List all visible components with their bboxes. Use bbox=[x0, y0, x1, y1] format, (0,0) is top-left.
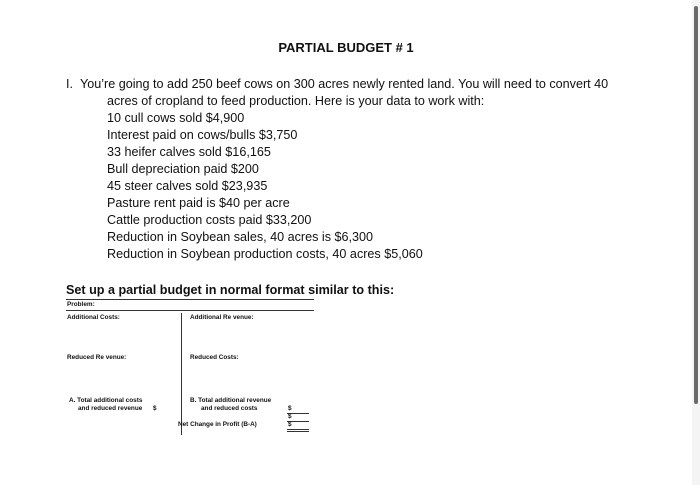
scrollbar[interactable] bbox=[692, 0, 700, 485]
data-item: Cattle production costs paid $33,200 bbox=[107, 213, 312, 227]
data-item: 10 cull cows sold $4,900 bbox=[107, 111, 245, 125]
divider bbox=[66, 299, 314, 300]
divider bbox=[66, 310, 314, 311]
total-b-line1: B. Total additional revenue bbox=[190, 397, 272, 404]
data-item: Interest paid on cows/bulls $3,750 bbox=[107, 128, 298, 142]
data-item: Pasture rent paid is $40 per acre bbox=[107, 196, 290, 210]
column-divider bbox=[181, 313, 182, 435]
data-item: 45 steer calves sold $23,935 bbox=[107, 179, 268, 193]
additional-revenue-label: Additional Re venue: bbox=[190, 314, 254, 321]
data-item: Bull depreciation paid $200 bbox=[107, 162, 259, 176]
data-item: Reduction in Soybean production costs, 40 acres $5,060 bbox=[107, 247, 423, 261]
problem-label: Problem: bbox=[67, 301, 95, 308]
additional-costs-label: Additional Costs: bbox=[67, 314, 120, 321]
total-a-line2: and reduced revenue bbox=[78, 405, 143, 412]
subtraction-dollar: $ bbox=[288, 413, 292, 420]
page-title: PARTIAL BUDGET # 1 bbox=[278, 40, 414, 55]
problem-number: I. bbox=[66, 77, 73, 91]
data-item: 33 heifer calves sold $16,165 bbox=[107, 145, 271, 159]
problem-intro-line2: acres of cropland to feed production. Here is your data to work with: bbox=[107, 94, 485, 108]
net-change-dollar: $ bbox=[288, 421, 292, 428]
partial-budget-template bbox=[66, 299, 314, 441]
instruction-heading: Set up a partial budget in normal format similar to this: bbox=[66, 283, 395, 297]
reduced-revenue-label: Reduced Re venue: bbox=[67, 354, 127, 361]
data-item: Reduction in Soybean sales, 40 acres is $6,300 bbox=[107, 230, 374, 244]
reduced-costs-label: Reduced Costs: bbox=[190, 354, 239, 361]
problem-intro-line1: You’re going to add 250 beef cows on 300 acres newly rented land. You will need to convert 40 bbox=[80, 77, 609, 91]
net-change-double-underline bbox=[287, 431, 309, 432]
total-b-line2: and reduced costs bbox=[201, 405, 258, 412]
scrollbar-thumb[interactable] bbox=[694, 6, 698, 404]
total-a-line1: A. Total additional costs bbox=[69, 397, 143, 404]
total-a-dollar: $ bbox=[153, 405, 157, 412]
problem-intro bbox=[66, 76, 626, 93]
total-b-dollar: $ bbox=[288, 405, 292, 412]
problem-statement bbox=[66, 76, 626, 263]
net-change-label: Net Change in Profit (B-A) bbox=[178, 421, 257, 428]
net-change-underline bbox=[287, 429, 309, 430]
